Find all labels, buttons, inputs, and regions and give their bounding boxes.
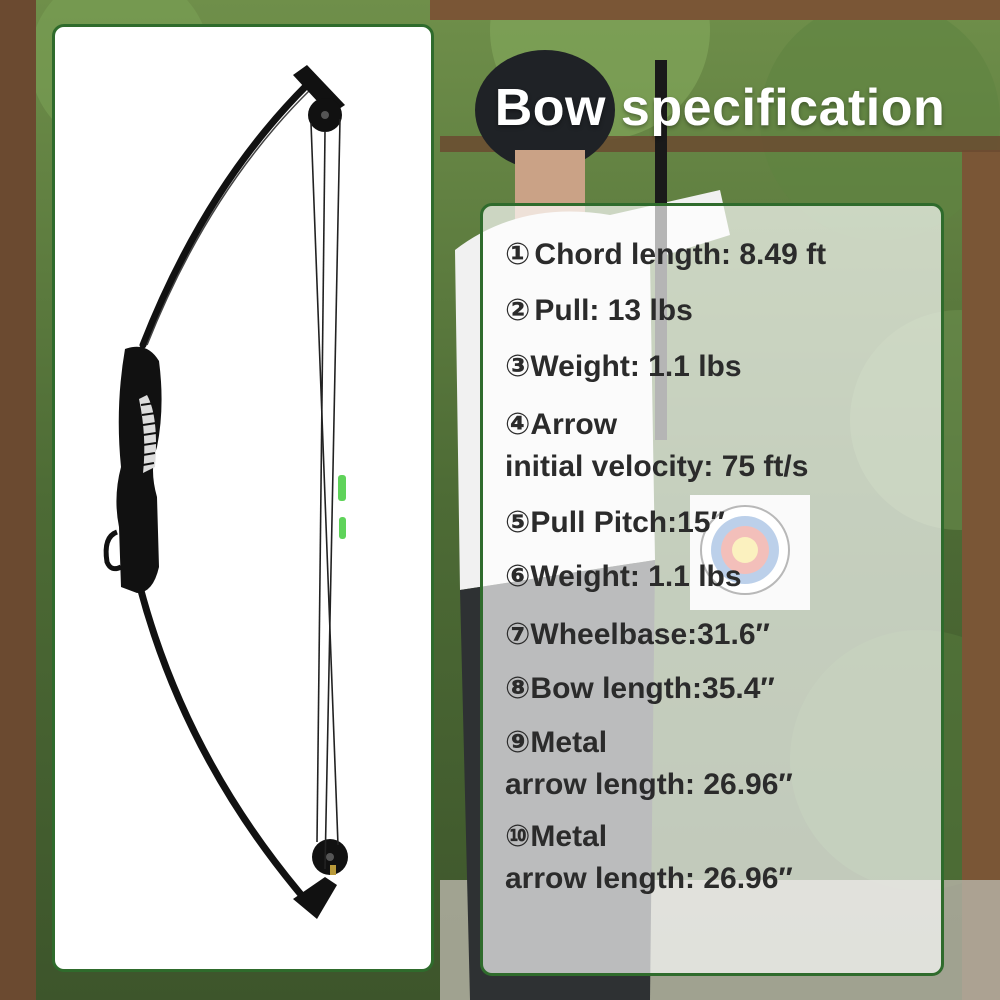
- page-title: Bow specification: [494, 79, 946, 137]
- string-silencer-top: [338, 475, 346, 501]
- spec-item-weight-2: ⑥Weight: 1.1 lbs: [505, 560, 742, 593]
- bow-grip: [106, 347, 161, 593]
- spec-item-chord-length: ① Chord length: 8.49 ft: [505, 238, 827, 271]
- spec-item-pull: ② Pull: 13 lbs: [505, 294, 693, 327]
- spec-panel: [480, 203, 944, 976]
- compound-bow-illustration: [55, 27, 434, 972]
- bottom-cam-wheel: [293, 839, 348, 919]
- spec-item-weight: ③Weight: 1.1 lbs: [505, 350, 742, 383]
- spec-item-metal-arrow-length: ⑨Metal arrow length: 26.96″: [505, 726, 793, 801]
- upper-limb: [143, 85, 307, 345]
- pergola-post-right: [962, 150, 1000, 1000]
- spec-item-arrow-velocity: ④Arrow initial velocity: 75 ft/s: [505, 408, 809, 483]
- spec-item-bow-length: ⑧Bow length:35.4″: [505, 672, 775, 705]
- lower-limb: [140, 587, 303, 897]
- string-silencer-bottom: [339, 517, 346, 539]
- spec-item-metal-arrow-length-2: ⑩Metal arrow length: 26.96″: [505, 820, 793, 895]
- pergola-post-left: [0, 0, 36, 1000]
- spec-item-pull-pitch: ⑤Pull Pitch:15″: [505, 506, 725, 539]
- spec-item-wheelbase: ⑦Wheelbase:31.6″: [505, 618, 770, 651]
- bow-strings: [311, 119, 340, 869]
- bow-image-card: [52, 24, 434, 972]
